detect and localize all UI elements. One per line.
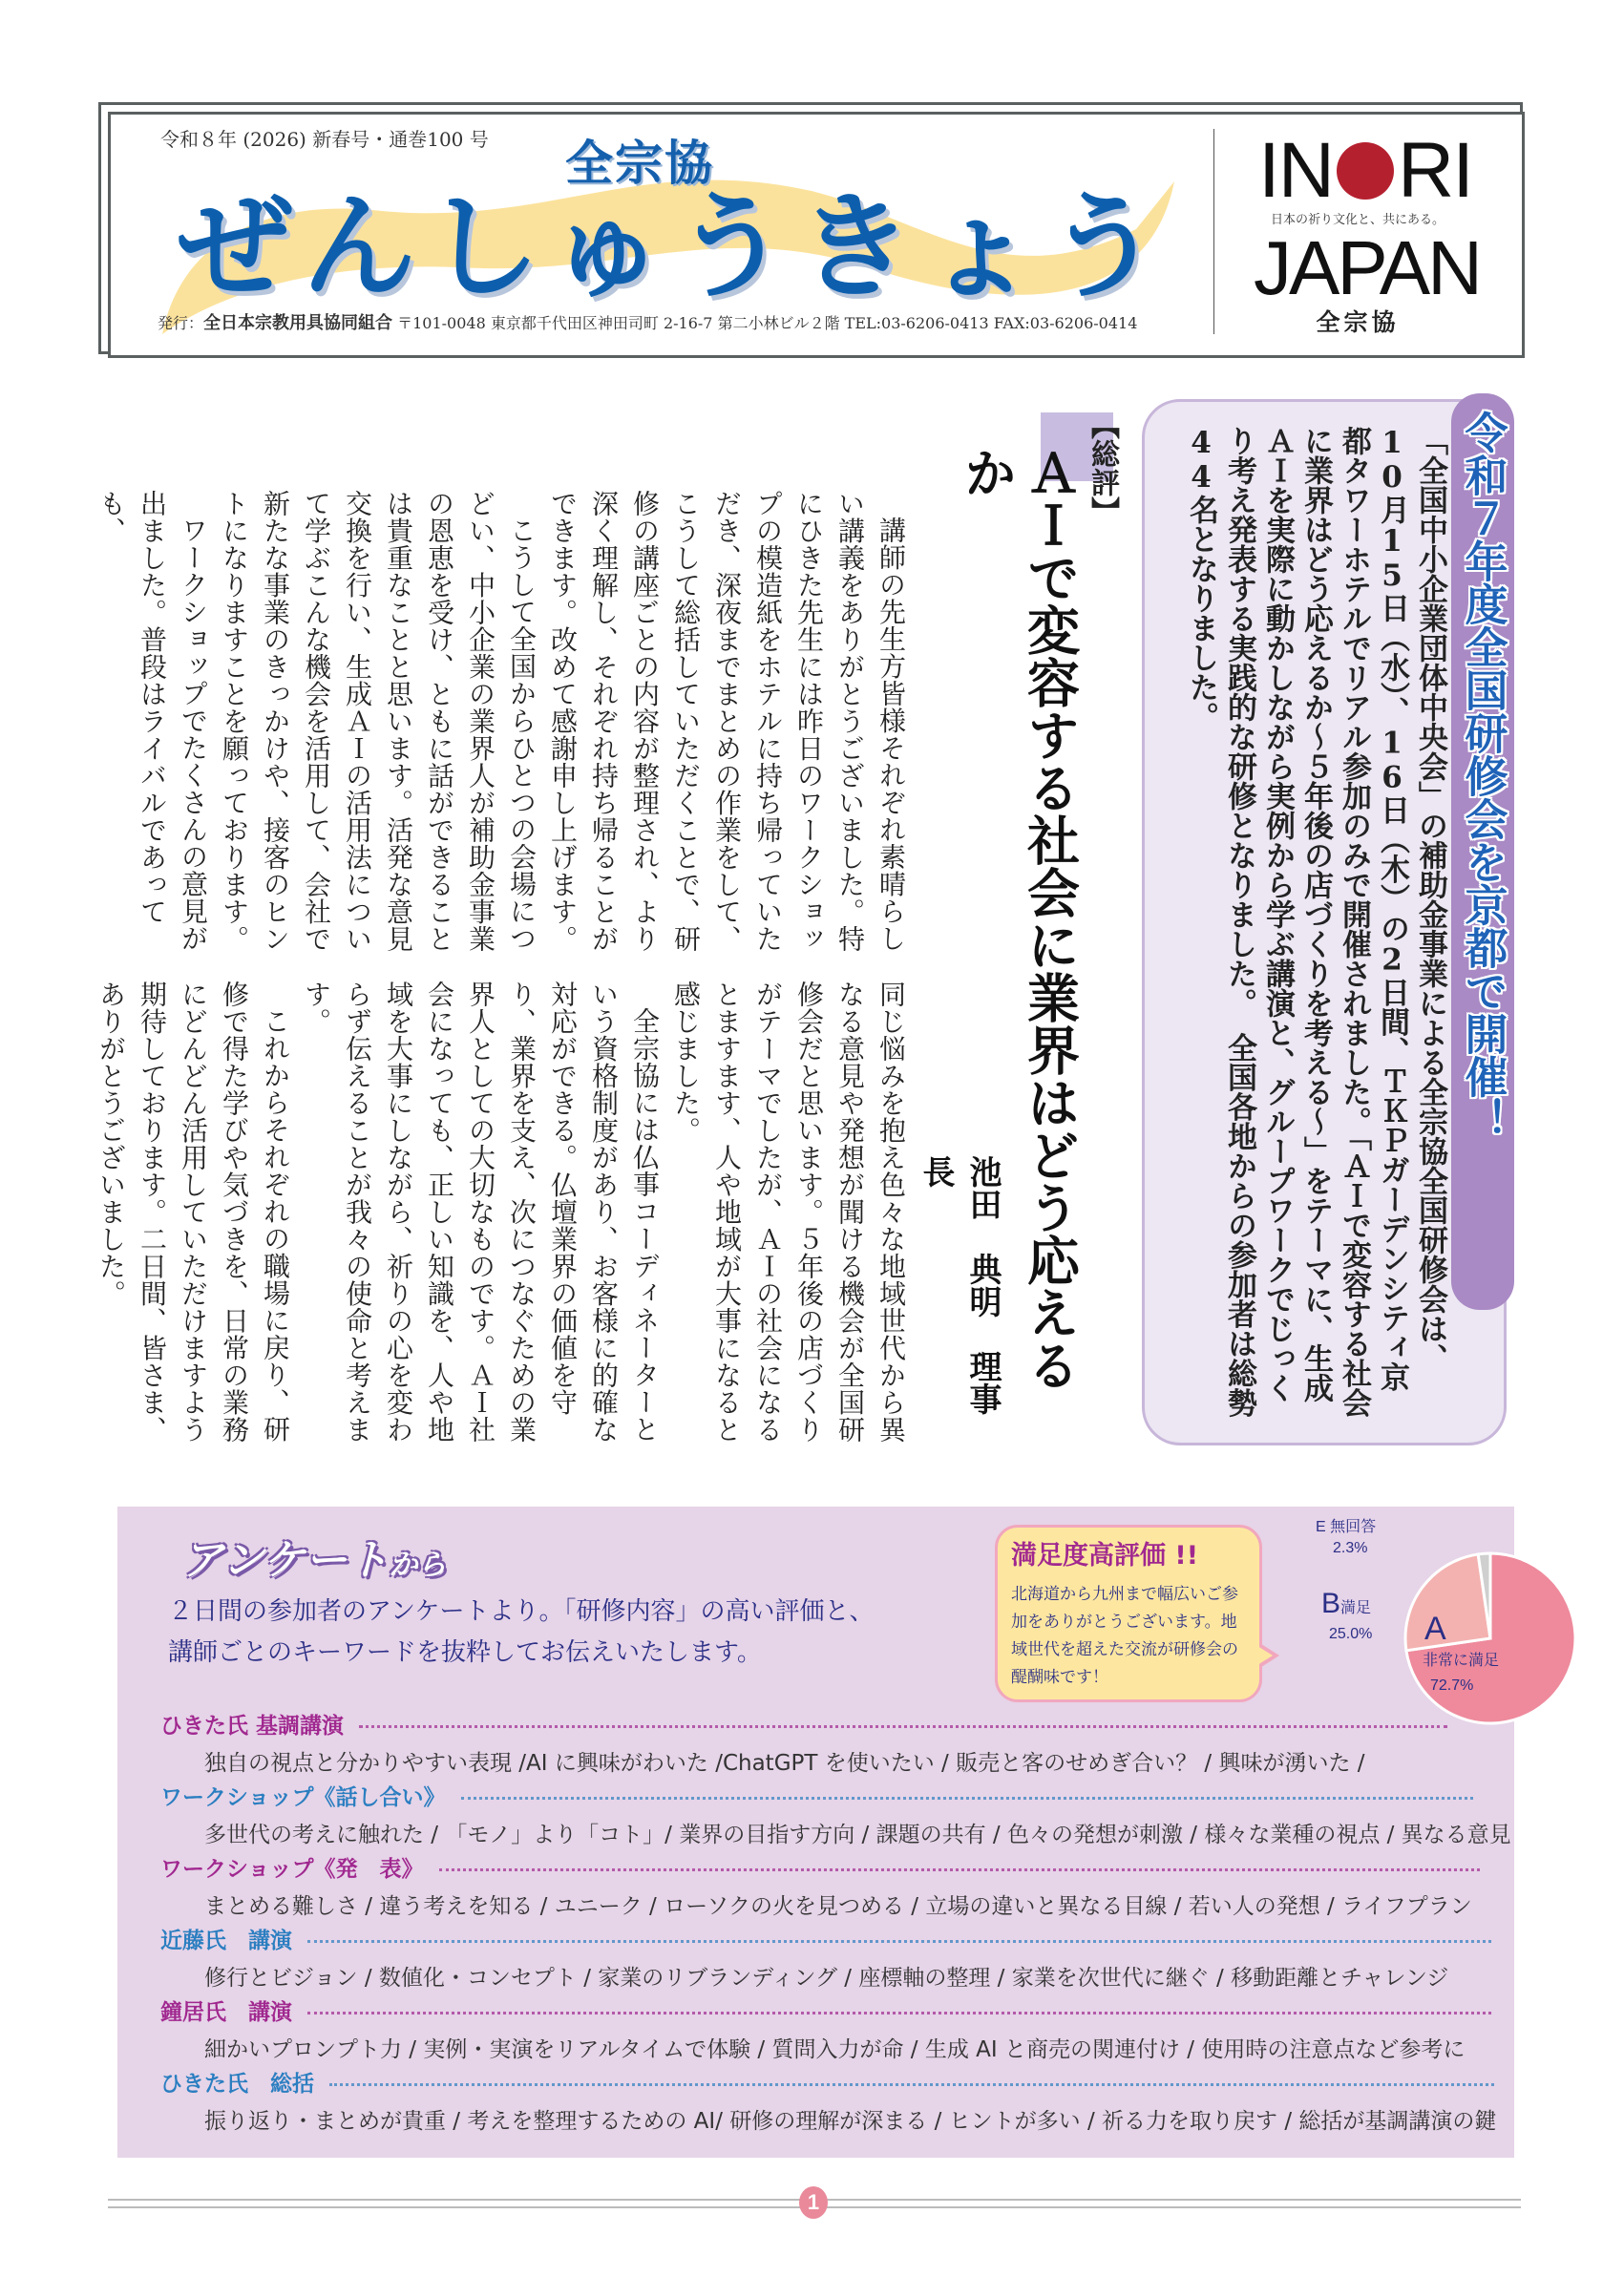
section-heading: ワークショップ《発 表》 xyxy=(160,1855,1480,1884)
section-keywords: 多世代の考えに触れた / 「モノ」より「コト」/ 業界の目指す方向 / 課題の共有 / 色々の発想が刺激 / 様々な業種の視点 / 異なる意見 xyxy=(204,1823,1511,1847)
article-body-bottom xyxy=(95,981,912,1446)
page-number: 1 xyxy=(799,2186,828,2219)
article-author: 池田 典明 理事長 xyxy=(917,1155,1002,1415)
logo-tagline: 日本の祈り文化と、共にある。 xyxy=(1270,213,1445,227)
value-a: 72.7% xyxy=(1430,1677,1474,1694)
speech-bubble xyxy=(995,1525,1262,1702)
dotted-leader xyxy=(307,1940,1491,1943)
article-body-top xyxy=(95,490,912,956)
brand-name: 全宗協 xyxy=(565,136,714,191)
dotted-leader xyxy=(359,1725,1447,1728)
bubble-heading: 満足度高評価 !! xyxy=(1011,1541,1199,1571)
survey-title-main: アンケート xyxy=(181,1536,390,1585)
publisher-address: 〒101-0048 東京都千代田区神田司町 2-16-7 第二小林ビル２階 TEL:03-6206-0413 FAX:03-6206-0414 xyxy=(397,314,1138,332)
logo-text: RI xyxy=(1398,127,1472,214)
section-keywords: 細かいプロンプト力 / 実例・実演をリアルタイムで体験 / 質問入力が命 / 生成 AI と商売の関連付け / 使用時の注意点など参考に xyxy=(204,2037,1466,2062)
issue-info: 令和８年 (2026) 新春号・通巻100 号 xyxy=(160,128,489,151)
pie-slice-b xyxy=(1405,1554,1490,1651)
paragraph: ワークショップでたくさんの意見が出ました。普段はライバルであっても、 xyxy=(95,490,209,952)
label-e: E 無回答 xyxy=(1316,1519,1377,1535)
summary-text: 「全国中小企業団体中央会」の補助金事業による全宗協全国研修会は、10月15日（水）、16日（木）の2日間、ＴＫＰガーデンシティ京都タワーホテルでリアル参加のみで開催されました。「ＡＩで変容する社会に業界はどう応えるか〜５年後の店づくりを考える〜」をテーマに、生成ＡＩを実際に動かしながら実例から学ぶ講演と、グループワークでじっくり考え発表する実践的な研修となりました。 全国各地からの参加者は総勢44名となりました。 xyxy=(1184,426,1447,1418)
red-sun-icon xyxy=(1337,142,1394,200)
paragraph: 同じ悩みを抱え色々な地域世代から異なる意見や発想が聞ける機会が全国研修会だと思います。５年後の店づくりがテーマでしたが、ＡＩの社会になるとますます、人や地域が大事になると感じました。 xyxy=(670,981,907,1444)
paragraph: 講師の先生方皆様それぞれ素晴らしい講義をありがとうございました。特にひきた先生には昨日のワークショップの模造紙をホテルに持ち帰っていただき、深夜までまとめの作業をして、こうして総括していただくことで、研修の講座ごとの内容が整理され、より深く理解し、それぞれ持ち帰ることができます。改めて感謝申し上げます。 xyxy=(547,490,907,953)
section-heading: 近藤氏 講演 xyxy=(160,1927,1491,1955)
logo-japan: JAPAN xyxy=(1254,225,1480,310)
dotted-leader xyxy=(439,1868,1480,1871)
publisher-label: 発行： xyxy=(158,314,204,332)
dotted-leader xyxy=(307,2012,1491,2014)
survey-intro xyxy=(168,1592,874,1674)
publisher-line xyxy=(158,313,1137,334)
bubble-text: 北海道から九州まで幅広いご参加をありがとうございます。地域世代を超えた交流が研修会の醍醐味です！ xyxy=(1011,1585,1238,1687)
paragraph: こうして全国からひとつの会場につどい、中小企業の業界人が補助金事業の恩恵を受け、ともに話ができることは貴重なことと思います。活発な意見交換を行い、生成ＡＩの活用法について学ぶこんな機会を活用して、会社で新たな事業のきっかけや、接客のヒントになりますことを願っております。 xyxy=(219,490,538,953)
paragraph: これからそれぞれの職場に戻り、研修で得た学びや気づきを、日常の業務にどんどん活用していただけますよう期待しております。二日間、皆さま、ありがとうございました。 xyxy=(95,981,291,1444)
paragraph: 全宗協には仏事コーディネーターという資格制度があり、お客様に的確な対応ができる。仏壇業界の価値を守り、業界を支え、次につなぐための業界人としての大切なものです。ＡＩ社会になっても、正しい知識を、人や地域を大事にしながら、祈りの心を変わらず伝えることが我々の使命と考えます。 xyxy=(301,981,661,1444)
section-keywords: まとめる難しさ / 違う考えを知る / ユニーク / ローソクの火を見つめる / 立場の違いと異なる目線 / 若い人の発想 / ライフプラン xyxy=(204,1894,1472,1919)
section-heading: ひきた氏 基調講演 xyxy=(160,1712,1447,1740)
section-keywords: 振り返り・まとめが貴重 / 考えを整理するための AI/ 研修の理解が深まる / ヒントが多い / 祈る力を取り戻す / 総括が基調講演の鍵 xyxy=(204,2109,1497,2134)
article-title: ＡＩで変容する社会に業界はどう応えるか xyxy=(956,446,1081,1391)
logo-text: IN xyxy=(1258,127,1333,214)
survey-title xyxy=(181,1526,446,1587)
survey-title-suffix: から xyxy=(389,1549,447,1582)
value-e: 2.3% xyxy=(1333,1540,1368,1556)
value-b: 25.0% xyxy=(1329,1626,1373,1642)
label-b: B満足 xyxy=(1321,1588,1372,1619)
label-a: 非常に満足 xyxy=(1423,1653,1500,1669)
section-heading: ワークショップ《話し合い》 xyxy=(160,1783,1473,1812)
section-keywords: 修行とビジョン / 数値化・コンセプト / 家業のリブランディング / 座標軸の整理 / 家業を次世代に継ぐ / 移動距離とチャレンジ xyxy=(204,1966,1449,1991)
summary-title: 令和７年度全国研修会を京都で開催！ xyxy=(1457,411,1508,1141)
publisher-name: 全日本宗教用具協同組合 xyxy=(203,313,393,333)
masthead-divider xyxy=(1213,129,1214,334)
dotted-leader xyxy=(329,2083,1494,2086)
bubble-tail-fill xyxy=(1257,1646,1273,1665)
newsletter-title: ぜんしゅうきょう xyxy=(178,181,1171,314)
dotted-leader xyxy=(461,1797,1473,1800)
label-a-letter: A xyxy=(1424,1611,1446,1647)
logo-org: 全宗協 xyxy=(1316,308,1400,336)
article-kicker: 【総評】 xyxy=(1086,411,1119,525)
section-heading: ひきた氏 総括 xyxy=(160,2070,1494,2099)
section-heading: 鐘居氏 講演 xyxy=(160,1998,1491,2027)
intro-line: ２日間の参加者のアンケートより。「研修内容」の高い評価と、 xyxy=(168,1597,875,1626)
section-keywords: 独自の視点と分かりやすい表現 /AI に興味がわいた /ChatGPT を使いたい / 販売と客のせめぎ合い？ / 興味が湧いた / xyxy=(204,1751,1365,1776)
inori-logo xyxy=(1258,127,1472,214)
intro-line: 講師ごとのキーワードを抜粋してお伝えいたします。 xyxy=(168,1638,762,1667)
